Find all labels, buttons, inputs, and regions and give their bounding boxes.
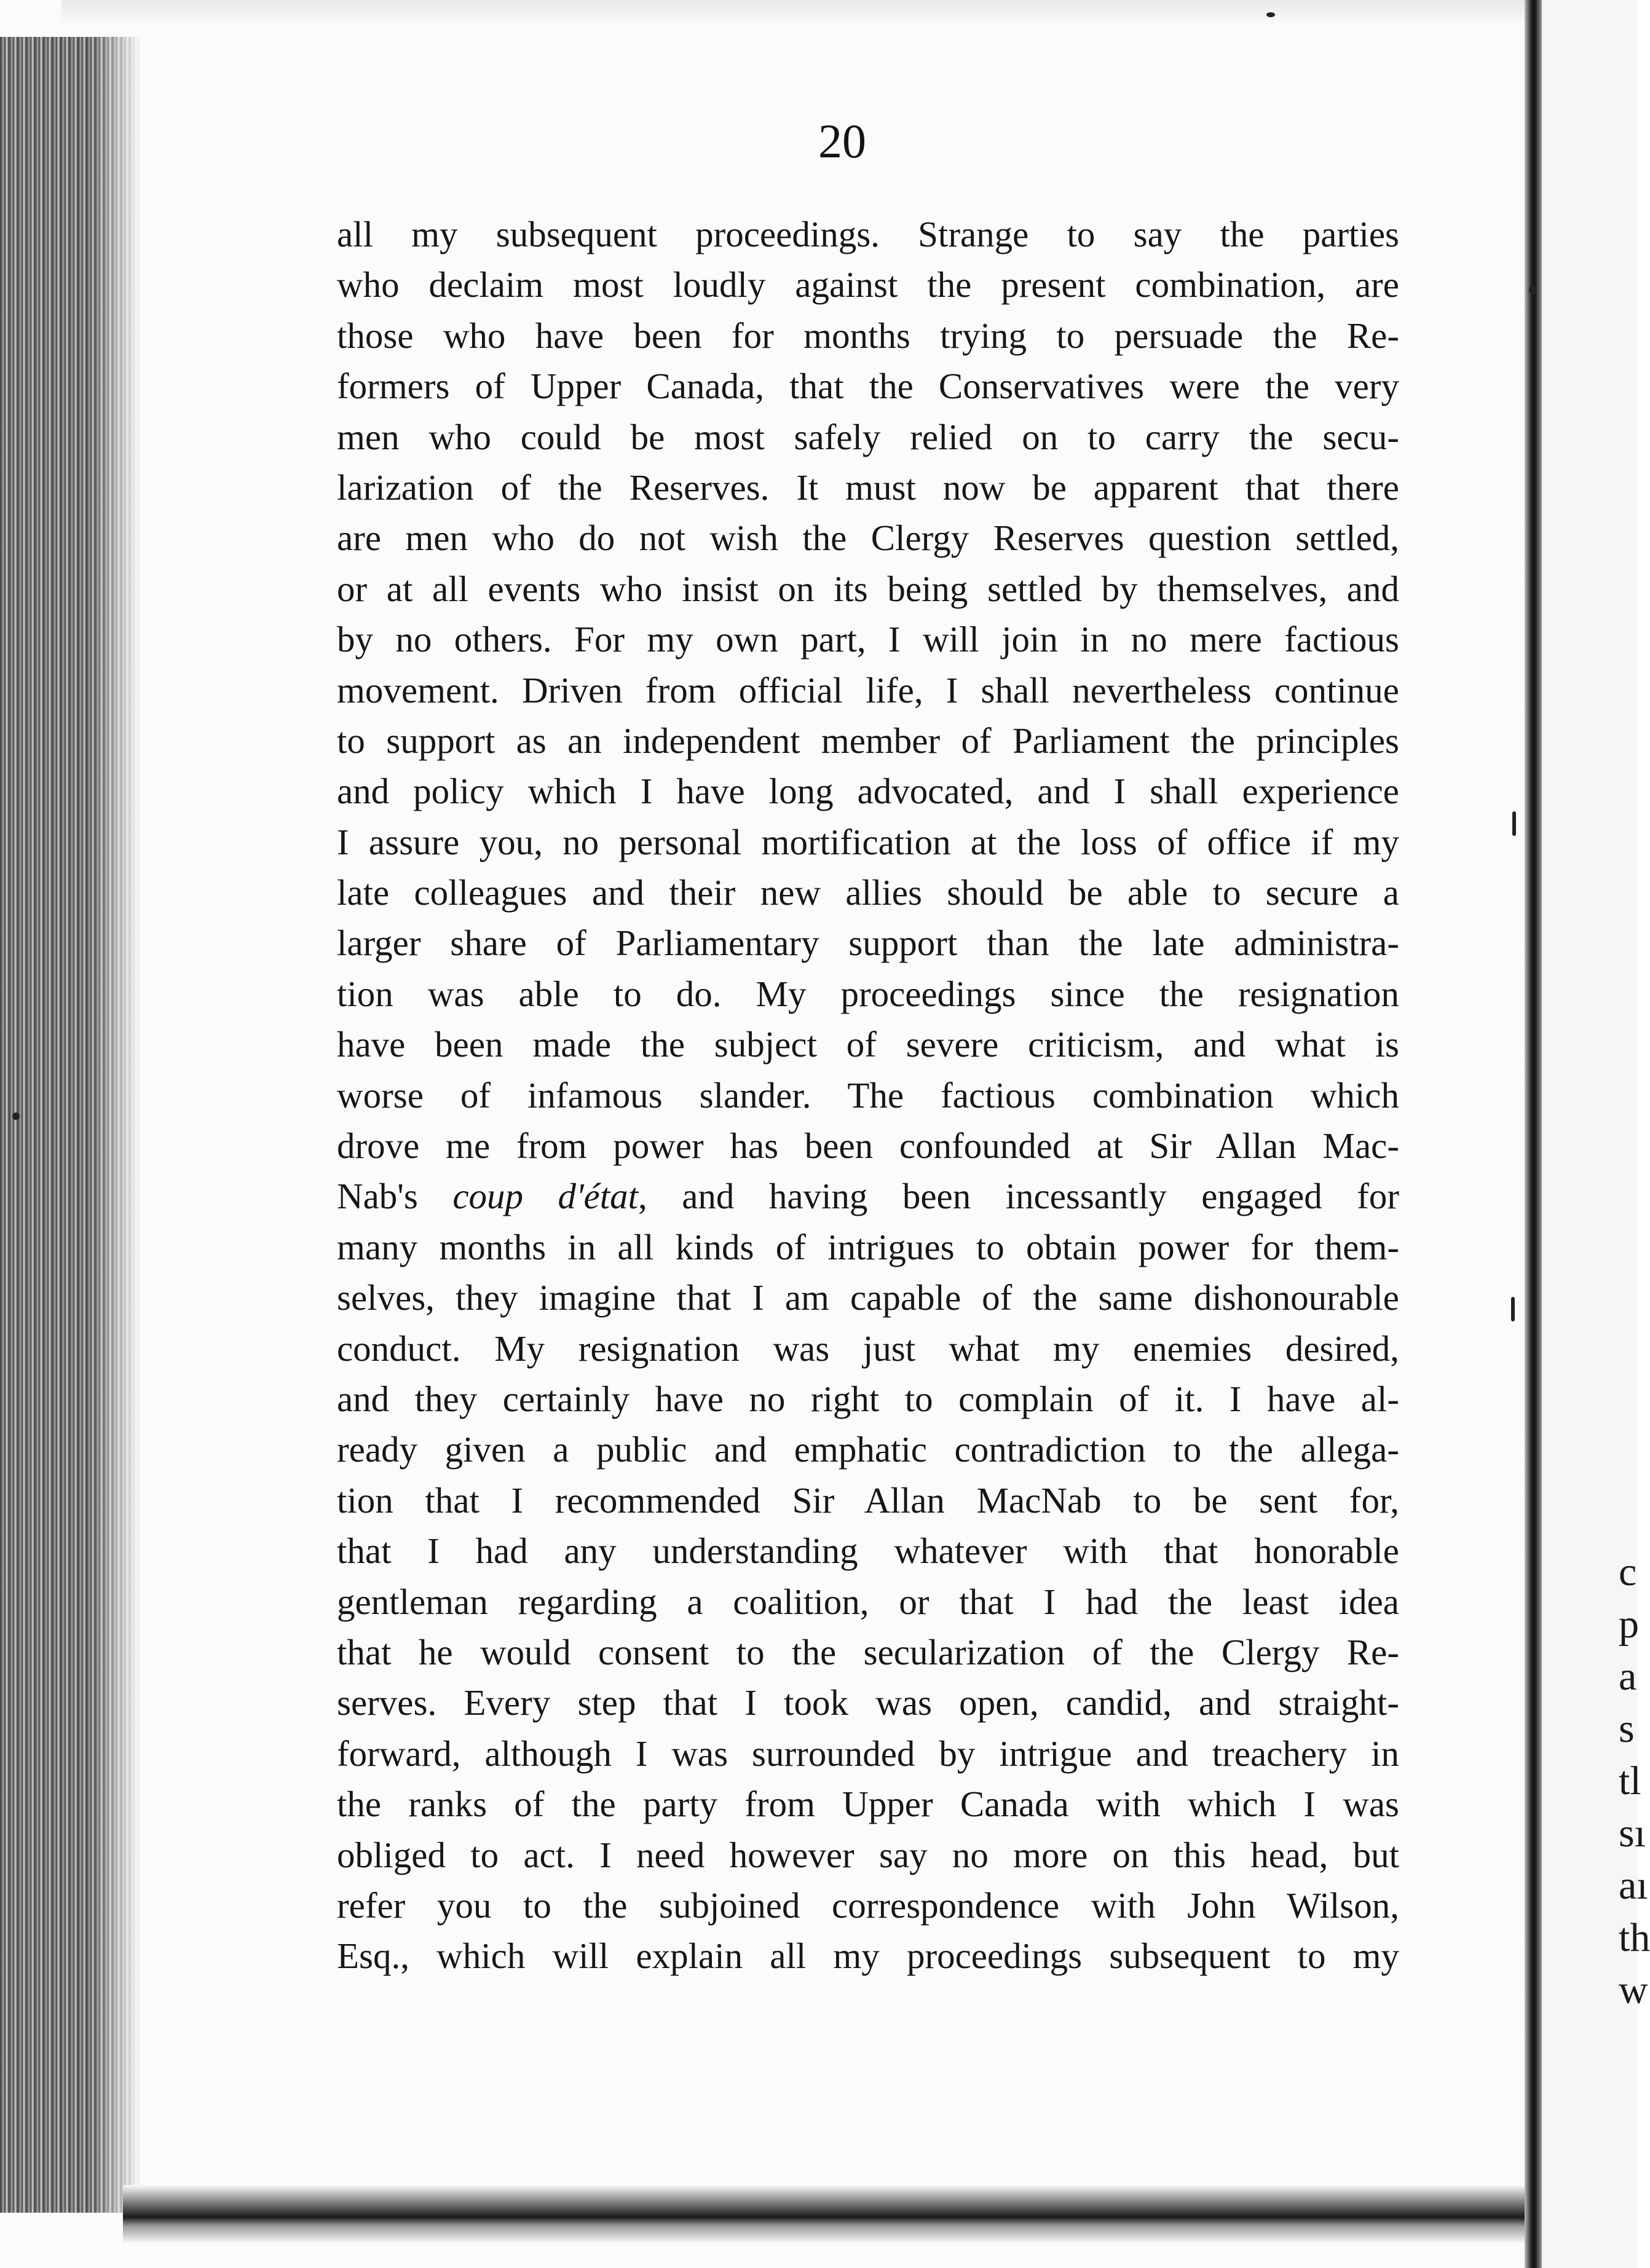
text-line: Esq., which will explain all my proceedings subsequent to my: [337, 1935, 1399, 1977]
text-line: by no others. For my own part, I will join in no mere factious: [337, 619, 1399, 660]
text-line: larization of the Reserves. It must now be apparent that there: [337, 467, 1399, 508]
text-line: to support as an independent member of Parliament the principles: [337, 720, 1399, 761]
text-line: serves. Every step that I took was open, candid, and straight-: [337, 1682, 1399, 1723]
body-text: [337, 209, 1399, 1982]
scan-speck: [12, 1112, 20, 1120]
text-line: movement. Driven from official life, I shall nevertheless continue: [337, 669, 1399, 711]
text-line: obliged to act. I need however say no more on this head, but: [337, 1834, 1399, 1875]
scan-speck: [1266, 12, 1275, 17]
text-line: tion was able to do. My proceedings since the resignation: [337, 973, 1399, 1014]
page-edge-fade: [92, 37, 141, 2213]
text-line: larger share of Parliamentary support than the late administra-: [337, 923, 1399, 964]
text-line: conduct. My resignation was just what my enemies desired,: [337, 1328, 1399, 1369]
text-line: formers of Upper Canada, that the Conservatives were the very: [337, 366, 1399, 407]
text-line: that I had any understanding whatever with that honorable: [337, 1530, 1399, 1572]
page-bottom-edge: [123, 2185, 1537, 2243]
text-line: or at all events who insist on its being settled by themselves, and: [337, 568, 1399, 609]
text-line: are men who do not wish the Clergy Reserves question settled,: [337, 518, 1399, 559]
next-page-fragment: s: [1619, 1706, 1635, 1751]
text-line: tion that I recommended Sir Allan MacNab to be sent for,: [337, 1479, 1399, 1521]
text-line: Nab's coup d'état, and having been incessantly engaged for: [337, 1176, 1400, 1217]
next-page-fragment: th: [1619, 1915, 1650, 1960]
scan-speck: [1511, 1297, 1515, 1321]
text-line: refer you to the subjoined correspondence with John Wilson,: [337, 1884, 1399, 1926]
text-line: forward, although I was surrounded by intrigue and treachery in: [337, 1733, 1399, 1774]
italic-phrase: coup d'état: [452, 1176, 639, 1217]
text-line: worse of infamous slander. The factious combination which: [337, 1074, 1399, 1116]
text-line: all my subsequent proceedings. Strange to say the parties: [337, 214, 1399, 254]
text-line: gentleman regarding a coalition, or that I had the least idea: [337, 1581, 1399, 1622]
text-line: many months in all kinds of intrigues to obtain power for them-: [337, 1226, 1399, 1267]
text-line: that he would consent to the secularization of the Clergy Re-: [337, 1631, 1399, 1672]
page-top-edge: [61, 0, 1537, 25]
text-line: have been made the subject of severe criticism, and what is: [337, 1024, 1399, 1065]
text-line: ready given a public and emphatic contradiction to the allega-: [337, 1429, 1399, 1470]
next-page-edge: [1542, 0, 1650, 2268]
text-line: late colleagues and their new allies should be able to secure a: [337, 872, 1399, 913]
page-number: 20: [818, 114, 866, 168]
text-line: and policy which I have long advocated, and I shall experience: [337, 771, 1399, 812]
next-page-fragment: sı: [1619, 1811, 1646, 1856]
text-line: selves, they imagine that I am capable of the same dishonourable: [337, 1277, 1399, 1318]
text-line: the ranks of the party from Upper Canada with which I was: [337, 1784, 1399, 1825]
scan-speck: [1512, 811, 1516, 836]
next-page-fragment: w: [1619, 1967, 1648, 2012]
text-line: those who have been for months trying to persuade the Re-: [337, 315, 1399, 356]
scan-speck: [1529, 286, 1536, 294]
text-line: drove me from power has been confounded at Sir Allan Mac-: [337, 1125, 1399, 1167]
text-line: men who could be most safely relied on to carry the secu-: [337, 416, 1399, 457]
text-line: and they certainly have no right to complain of it. I have al-: [337, 1378, 1399, 1419]
text-line: I assure you, no personal mortification at the loss of office if my: [337, 821, 1399, 862]
text-line: who declaim most loudly against the present combination, are: [337, 264, 1399, 305]
book-spine: [1525, 0, 1542, 2268]
next-page-fragment: c: [1619, 1549, 1637, 1594]
next-page-fragment: tl: [1619, 1758, 1641, 1803]
next-page-fragment: aı: [1619, 1863, 1648, 1908]
next-page-fragment: a: [1619, 1654, 1637, 1699]
next-page-fragment: p: [1619, 1602, 1639, 1647]
